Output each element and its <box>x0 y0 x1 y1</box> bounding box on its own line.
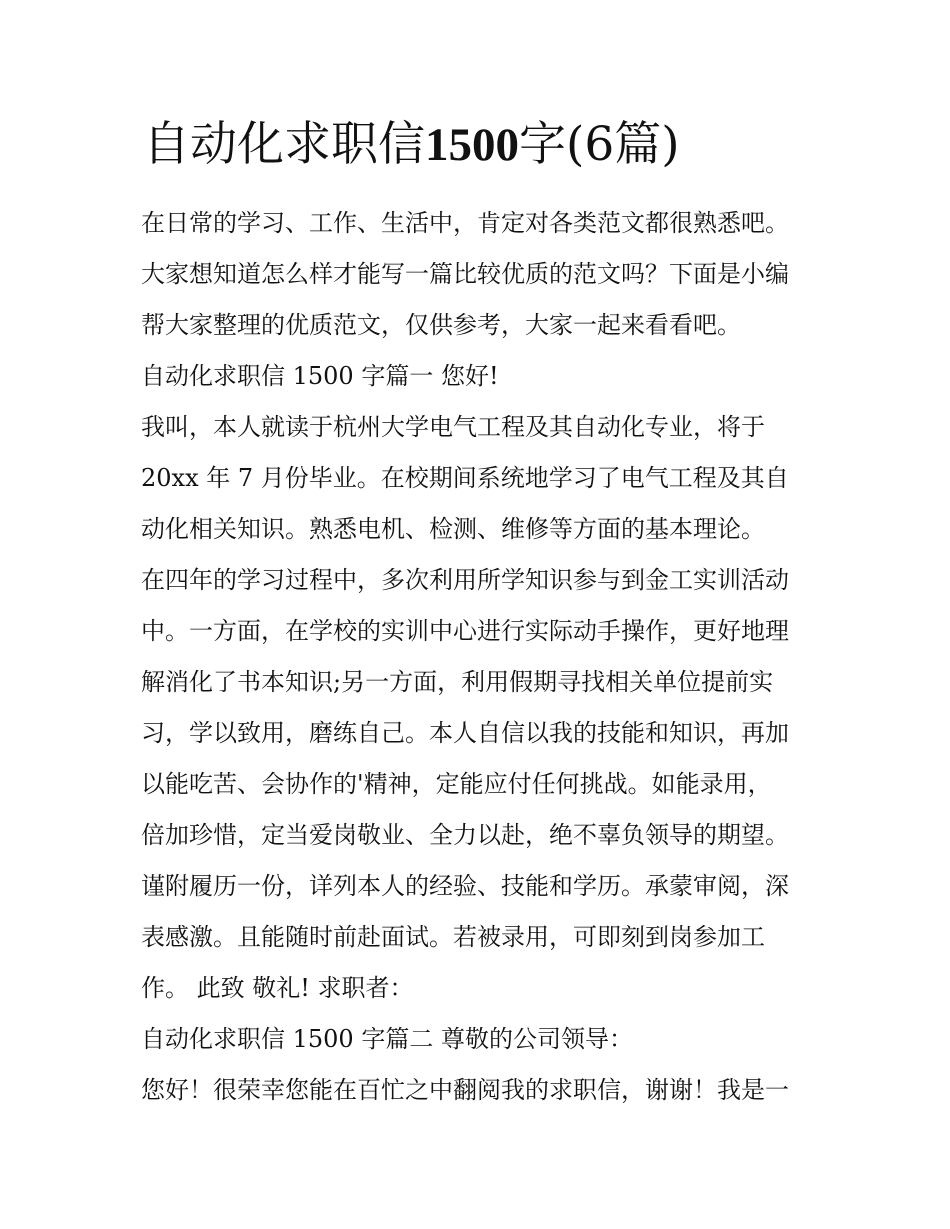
section-heading-line: 自动化求职信 1500 字篇一 您好! <box>141 362 499 390</box>
body-line: 我叫，本人就读于杭州大学电气工程及其自动化专业，将于 <box>141 413 765 441</box>
document-title <box>143 112 843 178</box>
body-line: 作。 此致 敬礼! 求职者： <box>141 974 414 1002</box>
body-line: 倍加珍惜，定当爱岗敬业、全力以赴，绝不辜负领导的期望。 <box>141 821 789 849</box>
body-line: 在四年的学习过程中，多次利用所学知识参与到金工实训活动 <box>141 566 789 594</box>
body-line: 表感激。且能随时前赴面试。若被录用，可即刻到岗参加工 <box>141 923 765 951</box>
body-line: 大家想知道怎么样才能写一篇比较优质的范文吗？下面是小编 <box>141 260 789 288</box>
body-line: 在日常的学习、工作、生活中，肯定对各类范文都很熟悉吧。 <box>141 209 789 237</box>
body-line: 以能吃苦、会协作的'精神，定能应付任何挑战。如能录用， <box>141 770 772 798</box>
body-line: 您好！很荣幸您能在百忙之中翻阅我的求职信，谢谢！我是一 <box>141 1076 789 1104</box>
body-line: 习，学以致用，磨练自己。本人自信以我的技能和知识，再加 <box>141 719 789 747</box>
document-body <box>141 198 841 1116</box>
title-number: 1500 <box>425 119 519 171</box>
body-line: 20xx 年 7 月份毕业。在校期间系统地学习了电气工程及其自 <box>141 464 789 492</box>
body-line: 动化相关知识。熟悉电机、检测、维修等方面的基本理论。 <box>141 515 765 543</box>
section-heading-line: 自动化求职信 1500 字篇二 尊敬的公司领导： <box>141 1025 633 1053</box>
title-prefix: 自动化求职信 <box>143 117 425 172</box>
body-line: 谨附履历一份，详列本人的经验、技能和学历。承蒙审阅，深 <box>141 872 789 900</box>
body-line: 解消化了书本知识;另一方面，利用假期寻找相关单位提前实 <box>141 668 774 696</box>
body-line: 中。一方面，在学校的实训中心进行实际动手操作，更好地理 <box>141 617 789 645</box>
title-suffix: 字(6篇) <box>519 117 680 172</box>
body-line: 帮大家整理的优质范文，仅供参考，大家一起来看看吧。 <box>141 311 741 339</box>
